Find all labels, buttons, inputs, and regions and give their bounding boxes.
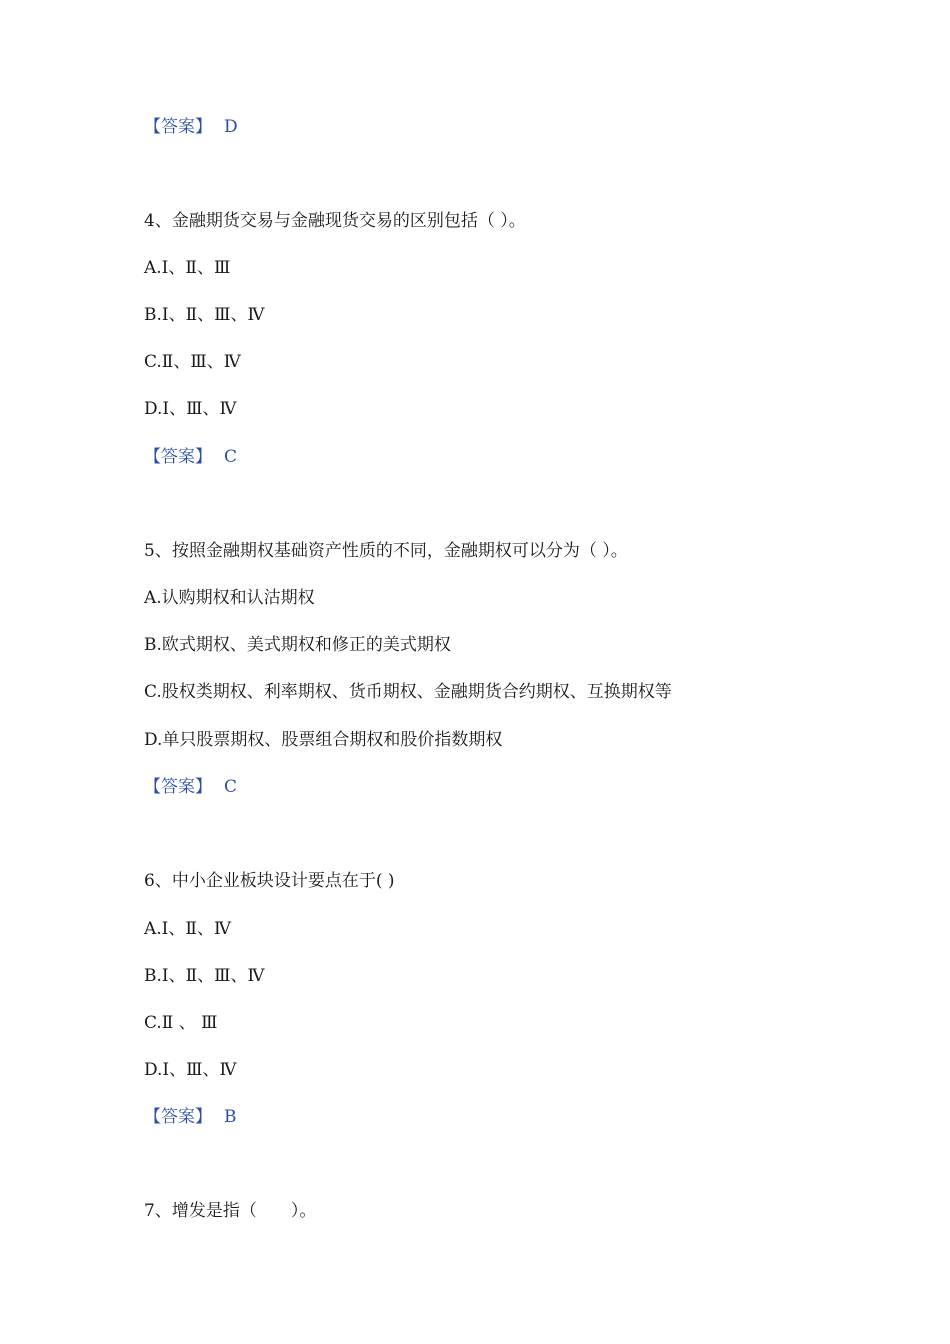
option-b: B.Ⅰ、Ⅱ、Ⅲ、Ⅳ: [144, 305, 265, 325]
answer-label: 【答案】: [144, 777, 212, 797]
option-a: A.认购期权和认沽期权: [144, 588, 315, 608]
answer-value: C: [224, 777, 238, 797]
answer-line: [144, 116, 238, 138]
answer-label: 【答案】: [144, 447, 212, 467]
answer-line: [144, 776, 237, 798]
answer-value: B: [224, 1107, 237, 1127]
option-c: C.Ⅱ 、 Ⅲ: [144, 1013, 218, 1033]
option-b: B.欧式期权、美式期权和修正的美式期权: [144, 635, 451, 655]
option-d: D.Ⅰ、Ⅲ、Ⅳ: [144, 399, 237, 419]
option-d: D.单只股票期权、股票组合期权和股价指数期权: [144, 730, 503, 750]
option-d: D.Ⅰ、Ⅲ、Ⅳ: [144, 1060, 237, 1080]
question-stem: 5、按照金融期权基础资产性质的不同，金融期权可以分为（ ）。: [144, 541, 628, 561]
answer-label: 【答案】: [144, 117, 212, 137]
option-c: C.Ⅱ、Ⅲ、Ⅳ: [144, 352, 241, 372]
answer-label: 【答案】: [144, 1107, 212, 1127]
question-stem: 7、增发是指（ ）。: [144, 1201, 317, 1221]
question-stem: 6、中小企业板块设计要点在于( ): [144, 871, 395, 891]
question-stem: 4、金融期货交易与金融现货交易的区别包括（ ）。: [144, 211, 526, 231]
option-a: A.Ⅰ、Ⅱ、Ⅳ: [144, 919, 231, 939]
option-b: B.Ⅰ、Ⅱ、Ⅲ、Ⅳ: [144, 966, 265, 986]
option-c: C.股权类期权、利率期权、货币期权、金融期货合约期权、互换期权等: [144, 682, 672, 702]
answer-line: [144, 446, 237, 468]
answer-line: [144, 1106, 237, 1128]
answer-value: D: [224, 117, 238, 137]
option-a: A.Ⅰ、Ⅱ、Ⅲ: [144, 258, 231, 278]
answer-value: C: [224, 447, 238, 467]
